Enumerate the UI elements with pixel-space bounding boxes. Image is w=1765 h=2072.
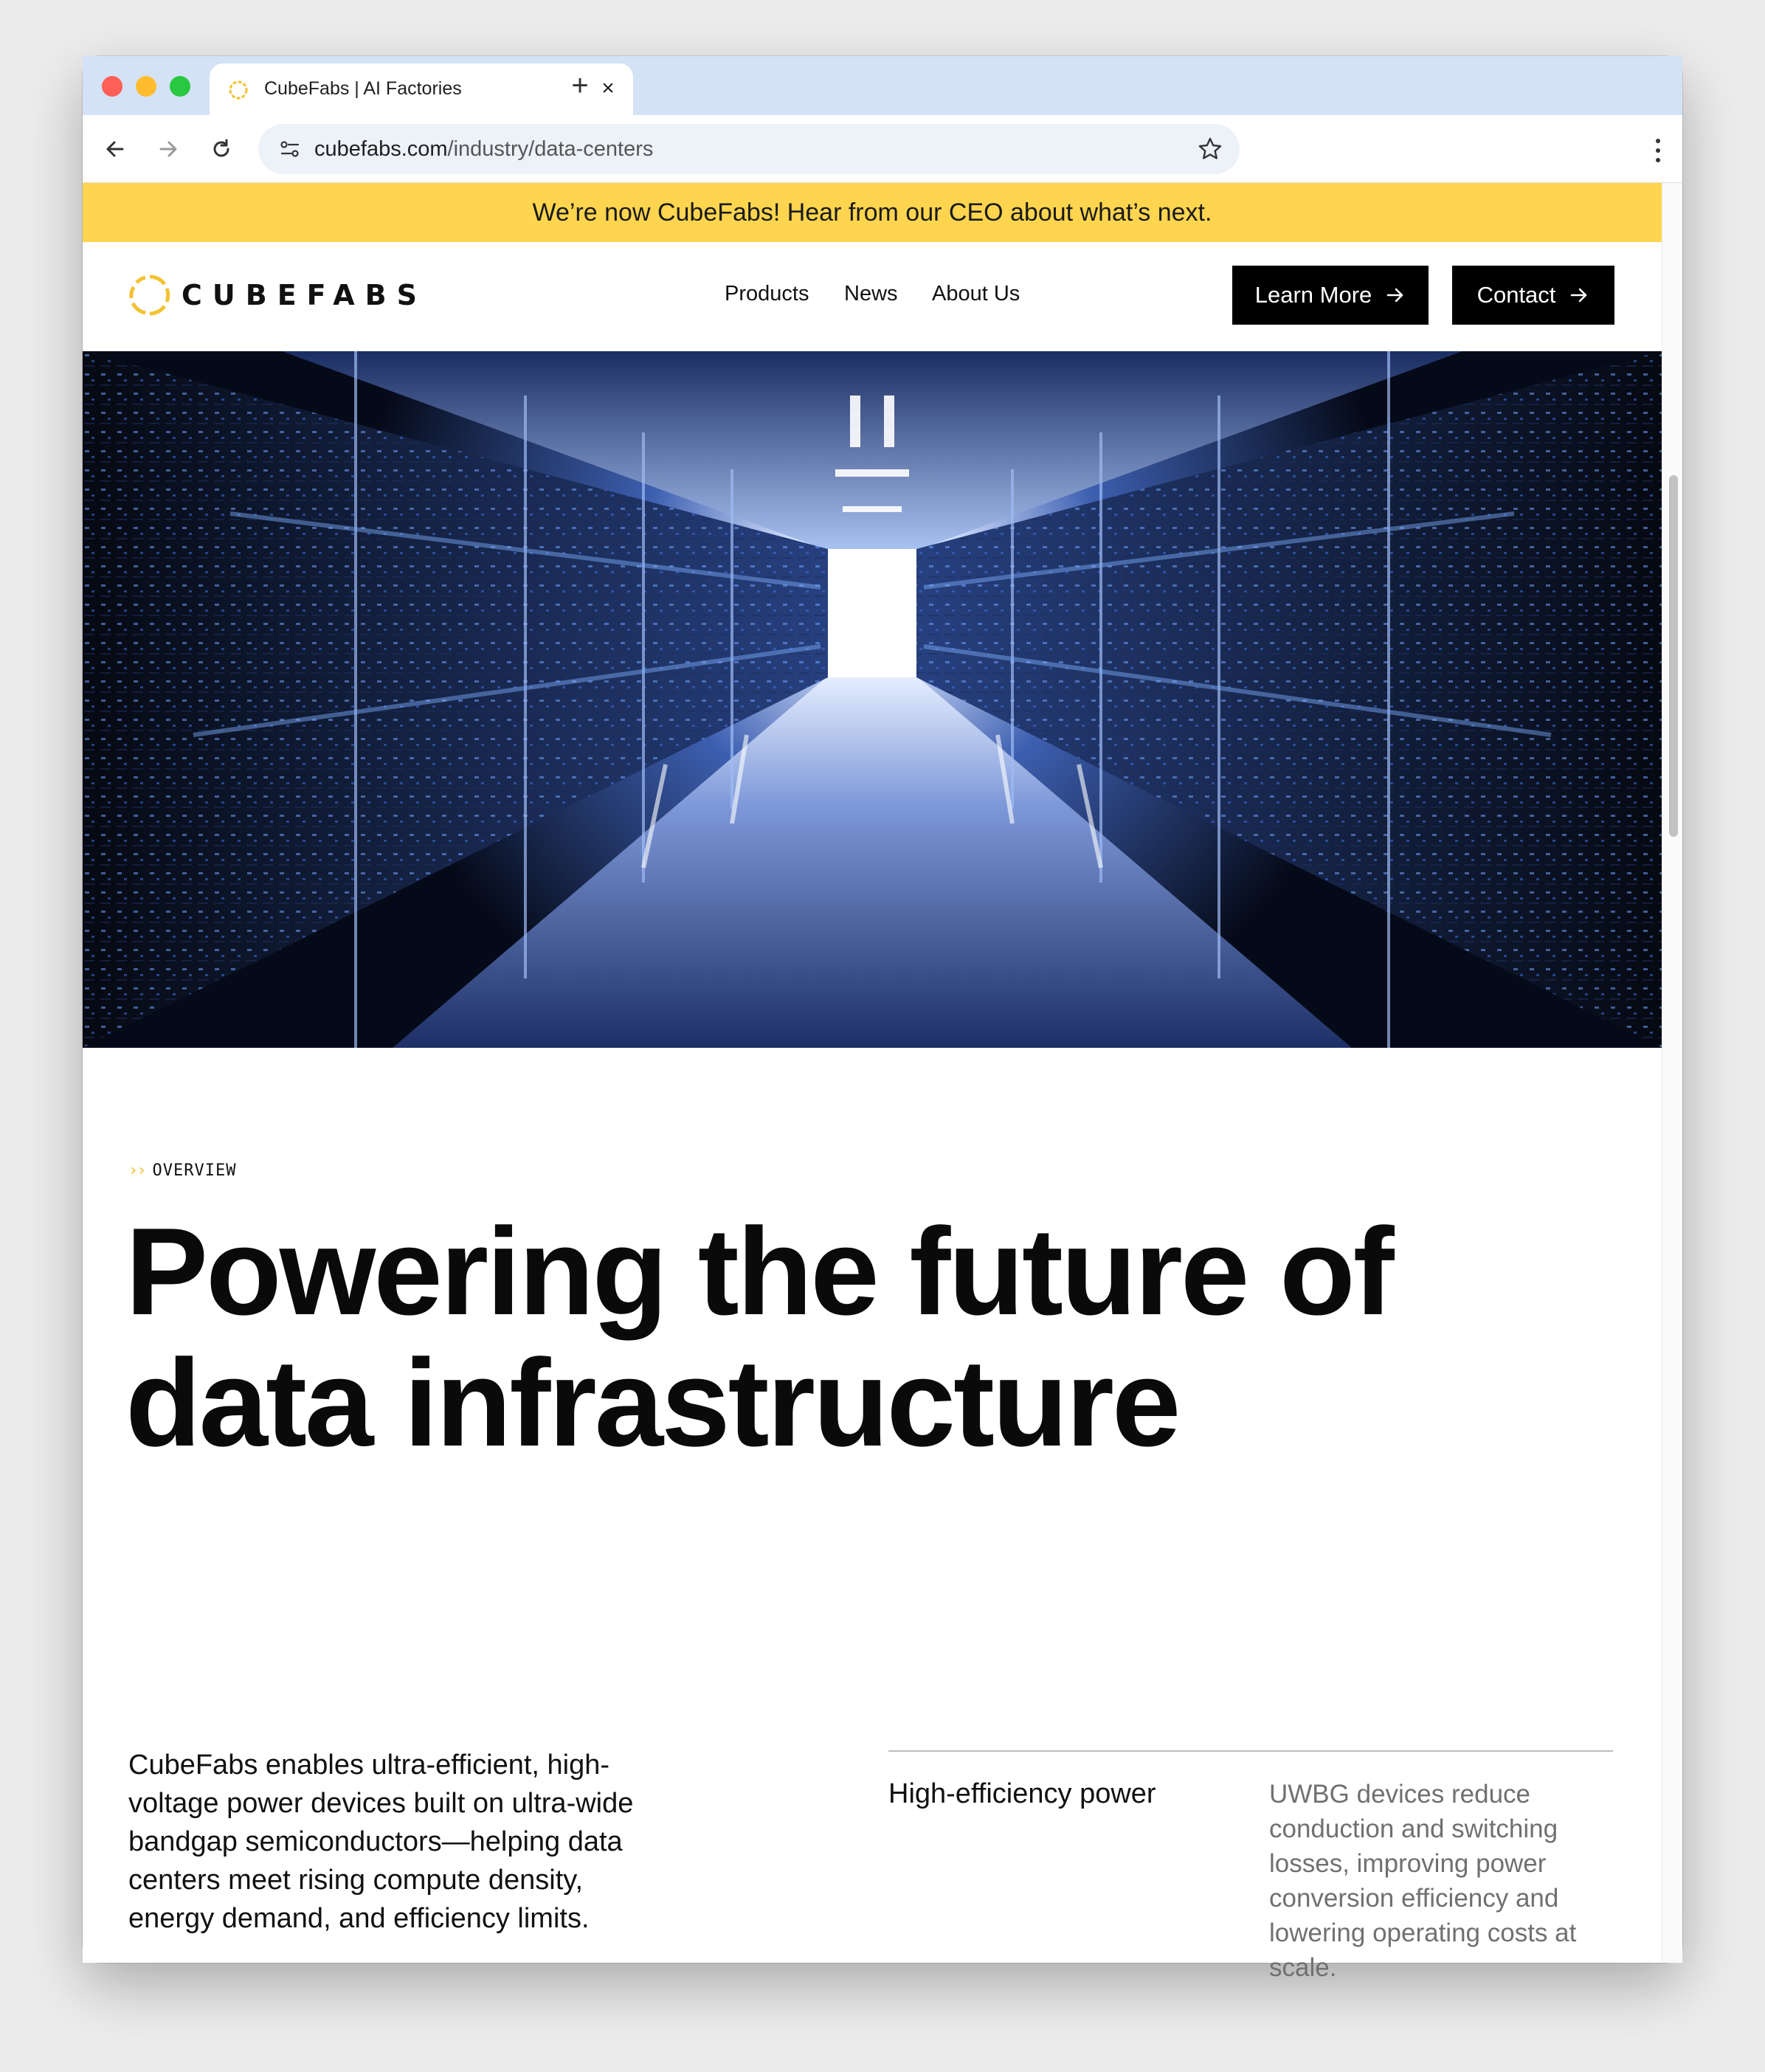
announcement-banner[interactable]: We’re now CubeFabs! Hear from our CEO about what’s next.: [83, 183, 1662, 242]
arrow-left-icon: [104, 138, 126, 160]
page-viewport: [83, 183, 1662, 1982]
logo-wordmark: CUBEFABS: [182, 279, 428, 311]
feature-description: UWBG devices reduce conduction and switching losses, improving power conversion efficiency and lowering operating costs at scale.: [1269, 1780, 1577, 1982]
reload-button[interactable]: [202, 130, 241, 168]
arrow-right-icon: [1385, 285, 1406, 305]
site-settings-icon[interactable]: [279, 138, 301, 160]
url-path: /industry/data-centers: [447, 137, 654, 161]
tab-bar: [83, 56, 1682, 115]
nav-item-about-us[interactable]: About Us: [932, 282, 1020, 305]
bookmark-star-icon[interactable]: [1197, 136, 1223, 162]
contact-label: Contact: [1476, 282, 1556, 308]
contact-button[interactable]: [1452, 266, 1614, 325]
nav-item-news[interactable]: News: [844, 282, 898, 305]
eyebrow-label: OVERVIEW: [152, 1161, 237, 1180]
feature-title: High-efficiency power: [888, 1778, 1156, 1809]
forward-button[interactable]: [149, 130, 187, 168]
learn-more-button[interactable]: [1232, 266, 1429, 325]
site-header: [83, 242, 1662, 351]
new-tab-icon[interactable]: +: [571, 69, 589, 102]
url-domain: cubefabs.com: [314, 137, 448, 161]
nav-item-products[interactable]: Products: [725, 282, 809, 305]
hero-image: [83, 351, 1662, 1048]
favicon-icon: [227, 79, 249, 101]
address-bar[interactable]: [258, 124, 1240, 174]
close-window-button[interactable]: [102, 76, 122, 97]
url-text: [314, 137, 653, 162]
browser-toolbar: [83, 115, 1682, 183]
intro-paragraph: CubeFabs enables ultra-efficient, high-voltage power devices built on ultra-wide bandgap semiconductors—helping data centers meet rising compute density, energy demand, and efficiency limits.: [128, 1750, 634, 1934]
logo-ring-icon: [128, 274, 171, 317]
site-logo[interactable]: [128, 273, 427, 317]
arrow-right-icon: [1569, 285, 1589, 305]
back-button[interactable]: [96, 130, 134, 168]
minimize-window-button[interactable]: [136, 76, 156, 97]
section-eyebrow: [128, 1161, 236, 1180]
feature-divider: [888, 1750, 1613, 1752]
headline-line-2: data infrastructure: [125, 1333, 1179, 1472]
maximize-window-button[interactable]: [170, 76, 190, 97]
reload-icon: [210, 138, 232, 160]
scrollbar-thumb[interactable]: [1669, 475, 1678, 837]
browser-window: [83, 56, 1682, 1982]
scrollbar[interactable]: [1662, 183, 1682, 1963]
headline-line-1: Powering the future of: [125, 1202, 1392, 1341]
close-tab-icon[interactable]: ×: [601, 76, 615, 100]
arrow-right-icon: [157, 138, 179, 160]
data-center-corridor-image: [83, 351, 1662, 1048]
tab-title: CubeFabs | AI Factories: [264, 78, 462, 99]
learn-more-label: Learn More: [1254, 282, 1372, 308]
menu-kebab-icon[interactable]: [1654, 137, 1662, 164]
page-headline: [125, 1202, 1454, 1472]
double-chevron-icon: ››: [128, 1161, 145, 1180]
